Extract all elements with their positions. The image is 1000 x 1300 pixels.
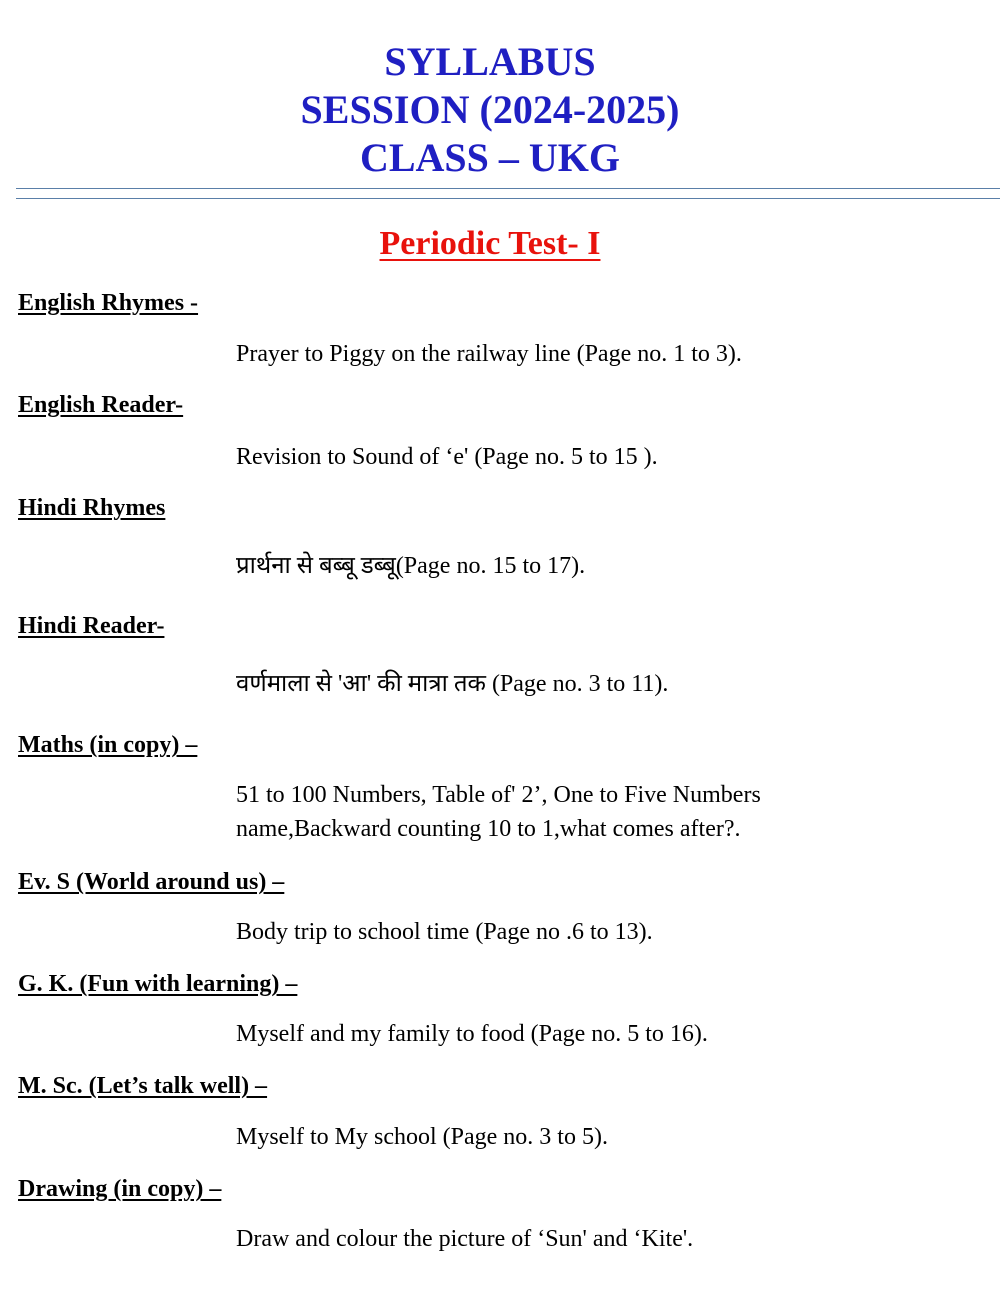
content-hindi-rhymes: प्रार्थना से बब्बू डब्बू(Page no. 15 to 17). bbox=[236, 553, 586, 579]
header-divider-top bbox=[16, 188, 1000, 189]
subject-moral-science: M. Sc. (Let’s talk well) – bbox=[18, 1073, 268, 1099]
content-evs: Body trip to school time (Page no .6 to 13). bbox=[236, 919, 653, 945]
content-moral-science: Myself to My school (Page no. 3 to 5). bbox=[236, 1124, 608, 1150]
subject-gk: G. K. (Fun with learning) – bbox=[18, 971, 298, 997]
content-english-rhymes: Prayer to Piggy on the railway line (Page no. 1 to 3). bbox=[236, 341, 742, 367]
header-class: CLASS – UKG bbox=[359, 135, 621, 180]
header-divider-bottom bbox=[16, 198, 1000, 199]
content-english-reader: Revision to Sound of ‘e' (Page no. 5 to 15 ). bbox=[236, 444, 658, 470]
subject-hindi-rhymes: Hindi Rhymes bbox=[18, 495, 166, 521]
subject-english-rhymes: English Rhymes - bbox=[18, 290, 199, 316]
subject-maths: Maths (in copy) – bbox=[18, 732, 198, 758]
content-maths: 51 to 100 Numbers, Table of' 2’, One to Five Numbers name,Backward counting 10 to 1,what comes after?. bbox=[236, 782, 761, 842]
subject-hindi-reader: Hindi Reader- bbox=[18, 613, 165, 639]
subject-drawing: Drawing (in copy) – bbox=[18, 1176, 222, 1202]
test-title: Periodic Test- I bbox=[379, 225, 601, 262]
header-session: SESSION (2024-2025) bbox=[300, 87, 680, 132]
document-header bbox=[0, 38, 980, 182]
content-drawing: Draw and colour the picture of ‘Sun' and ‘Kite'. bbox=[236, 1226, 694, 1252]
subject-evs: Ev. S (World around us) – bbox=[18, 869, 285, 895]
subject-english-reader: English Reader- bbox=[18, 392, 184, 418]
content-gk: Myself and my family to food (Page no. 5 to 16). bbox=[236, 1021, 708, 1047]
content-hindi-reader: वर्णमाला से 'आ' की मात्रा तक (Page no. 3 to 11). bbox=[236, 671, 669, 697]
header-title: SYLLABUS bbox=[384, 39, 596, 84]
